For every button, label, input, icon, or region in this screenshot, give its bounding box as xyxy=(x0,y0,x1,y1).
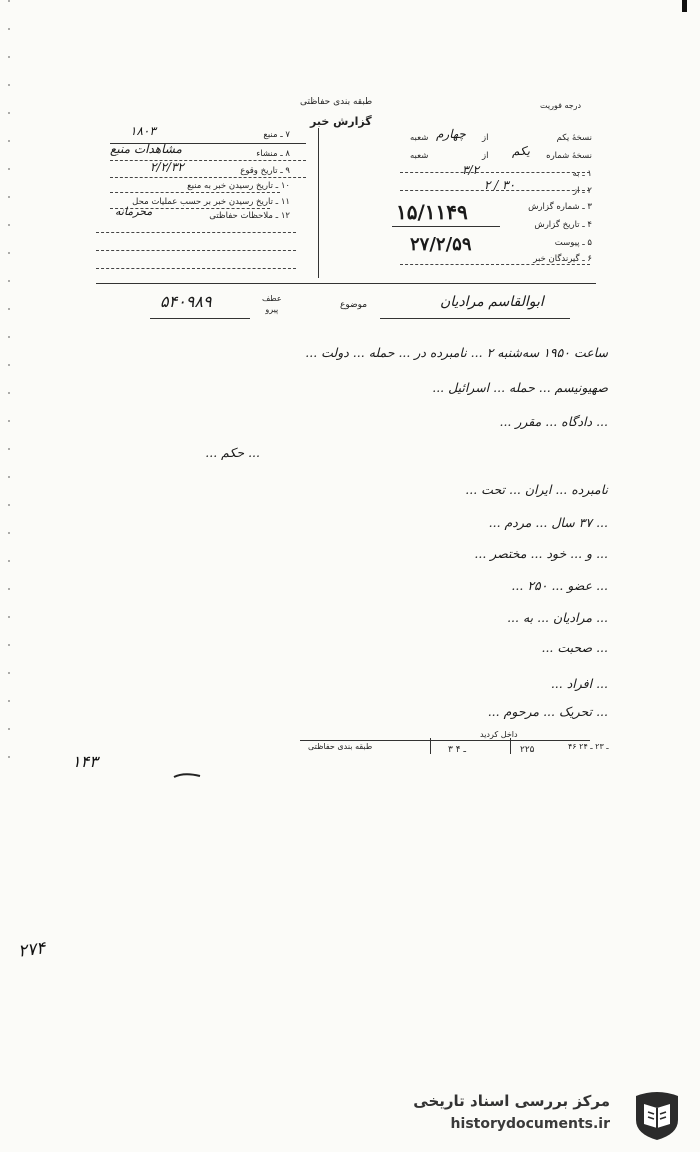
field-value: چهارم xyxy=(436,127,466,141)
divider xyxy=(110,192,280,193)
body-line: ... دادگاه ... مقرر ... xyxy=(499,414,608,429)
divider xyxy=(96,232,296,233)
subject-value: ابوالقاسم مرادیان xyxy=(440,294,544,310)
divider xyxy=(110,160,306,161)
field-value: محرمانه xyxy=(115,205,153,218)
reference-underline xyxy=(150,318,250,319)
footer-divider xyxy=(510,738,511,754)
header-title: گزارش خبر xyxy=(310,115,372,128)
header-separator xyxy=(96,283,596,284)
divider xyxy=(110,177,306,178)
subject-underline xyxy=(380,318,570,319)
body-line: صهیونیسم ... حمله ... اسرائیل ... xyxy=(432,380,608,395)
field-value: مشاهدات منبع xyxy=(110,142,182,156)
footer-sub-label: داخل کردید xyxy=(480,730,518,739)
field-mid-label: از xyxy=(482,133,489,143)
footer-number: ۳ ـ ۴ xyxy=(448,745,467,755)
field-value: ۲/۲/۳۲ xyxy=(150,160,184,174)
divider xyxy=(400,264,590,265)
watermark-title: مرکز بررسی اسناد تاریخی xyxy=(413,1092,610,1110)
footer-number: ۴۶ ـ ۲۳ ـ ۲۴ xyxy=(568,742,609,751)
footer-rule xyxy=(300,740,590,741)
watermark xyxy=(413,1082,690,1146)
body-line: ... و ... خود ... مختصر ... xyxy=(474,546,608,561)
watermark-url: historydocuments.ir xyxy=(450,1116,610,1132)
divider xyxy=(96,250,296,251)
footer-classification-label: طبقه بندی حفاظتی xyxy=(308,742,373,751)
margin-note: ۱۴۳ xyxy=(72,752,98,771)
field-label: ۱۱ ـ تاریخ رسیدن خبر بر حسب عملیات محل xyxy=(132,197,290,207)
body-line: ... افراد ... xyxy=(550,676,608,691)
subject-label: موضوع xyxy=(340,300,368,310)
body-line: ... عضو ... ۲۵۰ ... xyxy=(511,578,608,593)
field-mid-label: شعبه xyxy=(410,133,429,143)
field-label: ۳ ـ شماره گزارش xyxy=(528,202,592,212)
body-line: ... مرادیان ... به ... xyxy=(507,610,608,625)
page-side-number: ۲۷۴ xyxy=(16,938,47,962)
field-label: ۶ ـ گیرندگان خبر xyxy=(533,254,592,264)
divider xyxy=(96,268,296,269)
field-mid-label: شعبه xyxy=(410,151,429,161)
divider xyxy=(392,226,500,227)
reference-label xyxy=(262,293,282,315)
report-number-value: ۱۵/۱۱۴۹ xyxy=(396,200,468,224)
ink-smudge xyxy=(172,772,202,780)
field-label: ۲ ـ از xyxy=(573,186,592,196)
body-line: ... حکم ... xyxy=(205,445,260,460)
column-divider xyxy=(318,128,319,278)
scan-edge-mark xyxy=(682,0,687,12)
header-classification-label: طبقه بندی حفاظتی xyxy=(300,97,373,107)
divider xyxy=(400,190,590,191)
body-line: ... صحبت ... xyxy=(541,640,608,655)
reference-label-top: عطف xyxy=(262,294,282,303)
body-line: ... تحریک ... مرحوم ... xyxy=(487,704,608,719)
field-label: ۷ ـ منبع xyxy=(263,130,290,140)
field-label: ۵ ـ پیوست xyxy=(554,238,592,248)
header-urgency-label: درجه فوریت xyxy=(540,101,582,110)
field-label: ۱۲ ـ ملاحظات حفاظتی xyxy=(209,211,290,221)
field-mid-label: از xyxy=(482,151,489,161)
scan-margin-dots xyxy=(8,0,10,760)
body-line: نامبرده ... ایران ... تحت ... xyxy=(465,482,608,497)
reference-label-bottom: پیرو xyxy=(265,305,279,314)
field-label: نسخهٔ یکم xyxy=(556,133,592,143)
field-label: نسخهٔ شماره xyxy=(546,151,592,161)
footer-number: ۲۲۵ xyxy=(520,745,535,755)
reference-value: ۵۴۰۹۸۹ xyxy=(160,292,212,311)
field-label: ۸ ـ منشاء xyxy=(256,149,290,159)
divider xyxy=(400,172,590,173)
report-date-value: ۲۷/۲/۵۹ xyxy=(410,234,472,255)
field-label: ۴ ـ تاریخ گزارش xyxy=(534,220,592,230)
footer-divider xyxy=(430,738,431,754)
field-label: ۱۰ ـ تاریخ رسیدن خبر به منبع xyxy=(187,181,290,191)
body-line: ... ۳۷ سال ... مردم ... xyxy=(488,515,608,530)
field-value: ۳۰ / ۲ xyxy=(484,178,516,192)
field-value: یکم xyxy=(512,144,530,158)
field-label: ۹ ـ تاریخ وقوع xyxy=(240,166,290,176)
book-shield-icon xyxy=(628,1086,686,1142)
field-label: ۱ ـ به xyxy=(572,169,592,179)
field-value: ۳/۲ xyxy=(462,163,479,177)
body-line: ساعت ۱۹۵۰ سه‌شنبه ۲ ... نامبرده در ... حمله ... دولت ... xyxy=(305,345,608,360)
field-value: ۱۸۰۳ xyxy=(130,124,156,138)
